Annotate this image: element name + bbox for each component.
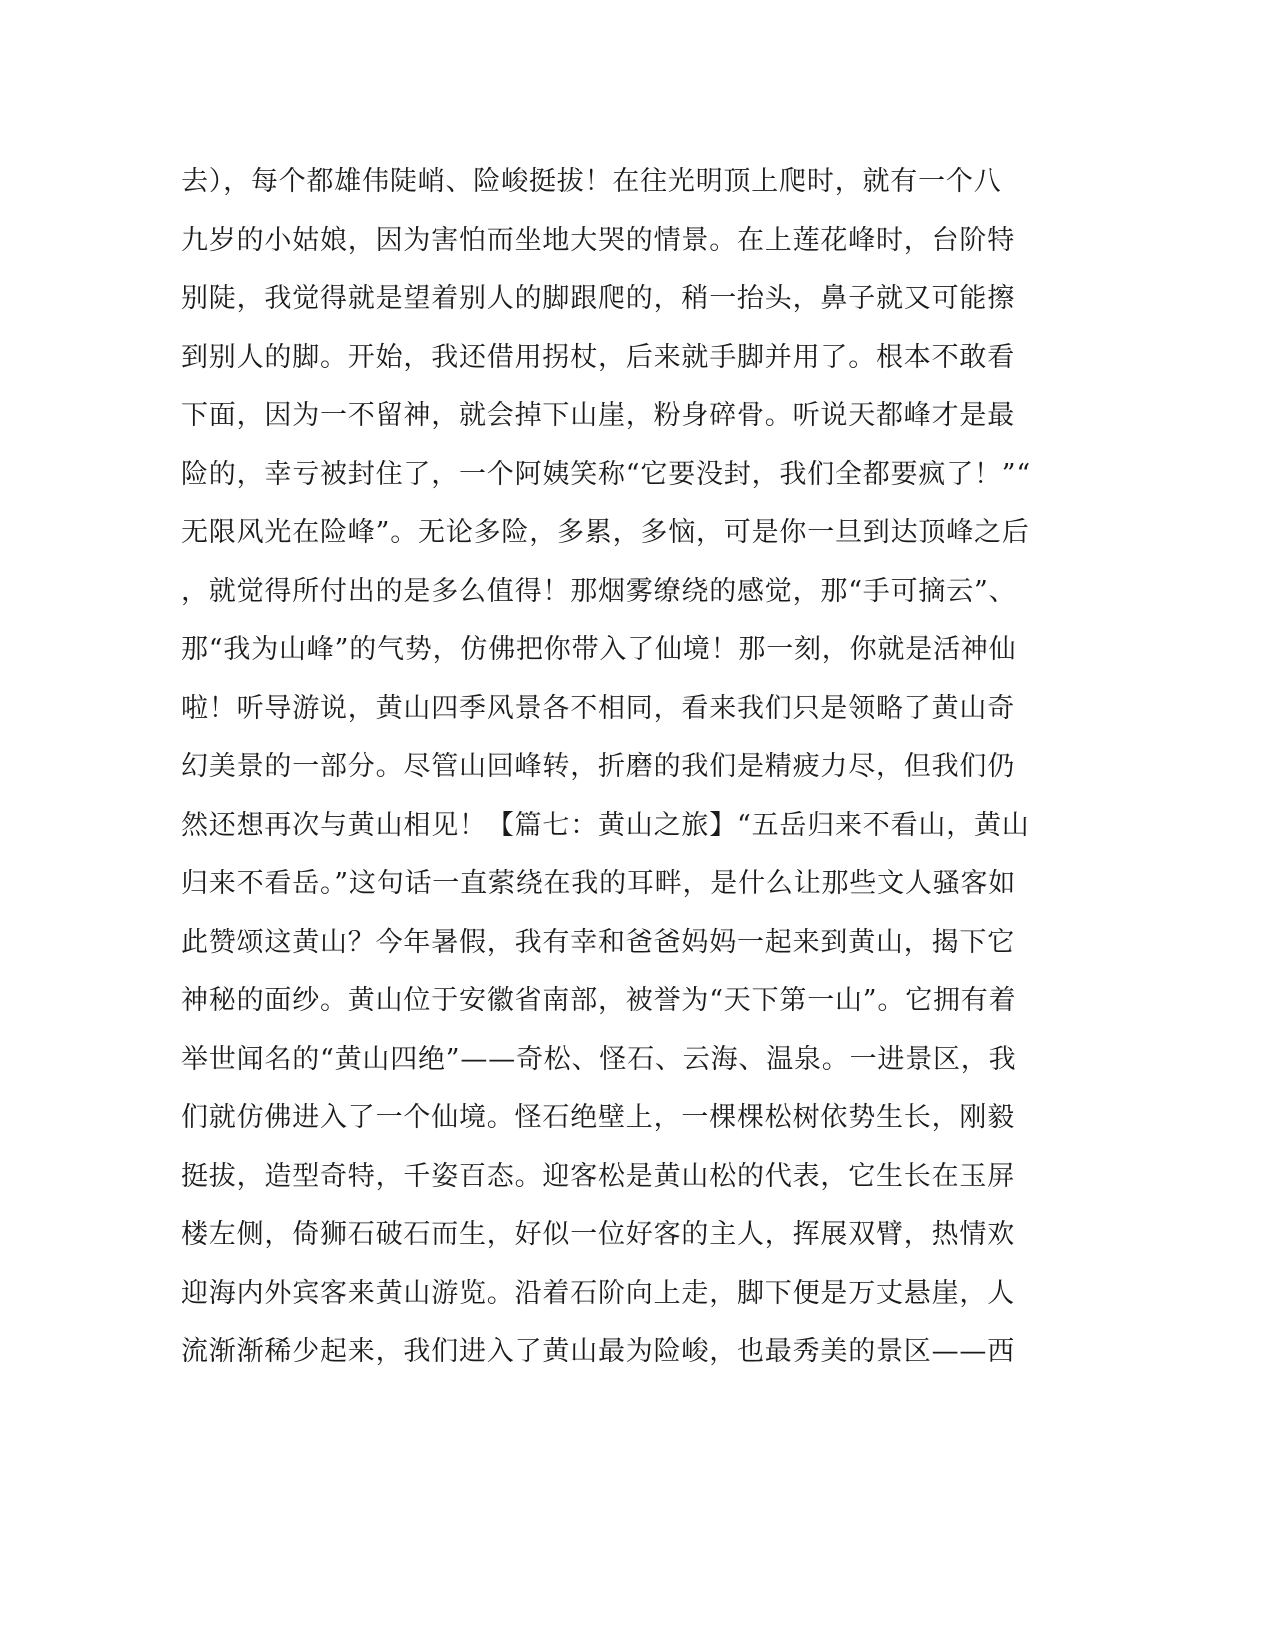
text-line: 归来不看岳。”这句话一直萦绕在我的耳畔，是什么让那些文人骚客如 — [181, 868, 1017, 899]
text-line: 幻美景的一部分。尽管山回峰转，折磨的我们是精疲力尽，但我们仍 — [181, 751, 1015, 782]
text-line: 然还想再次与黄山相见！【篇七：黄山之旅】“五岳归来不看山，黄山 — [181, 809, 1030, 841]
text-line: 举世闻名的“黄山四绝”——奇松、怪石、云海、温泉。一进景区，我 — [181, 1043, 1017, 1075]
text-line: ，就觉得所付出的是多么值得！那烟雾缭绕的感觉，那“手可摘云”、 — [181, 575, 1017, 607]
text-line: 别陡，我觉得就是望着别人的脚跟爬的，稍一抬头，鼻子就又可能擦 — [181, 283, 1015, 314]
text-line: 险的，幸亏被封住了，一个阿姨笑称“它要没封，我们全都要疯了！”“ — [181, 458, 1032, 490]
text-line: 挺拔，造型奇特，千姿百态。迎客松是黄山松的代表，它生长在玉屏 — [181, 1160, 1015, 1192]
text-line: 此赞颂这黄山？今年暑假，我有幸和爸爸妈妈一起来到黄山，揭下它 — [181, 926, 1015, 958]
text-line: 流渐渐稀少起来，我们进入了黄山最为险峻，也最秀美的景区——西 — [181, 1336, 1015, 1367]
text-line: 下面，因为一不留神，就会掉下山崖，粉身碎骨。听说天都峰才是最 — [181, 400, 1015, 431]
text-line: 迎海内外宾客来黄山游览。沿着石阶向上走，脚下便是万丈悬崖，人 — [181, 1277, 1015, 1309]
body-text — [181, 157, 1061, 1386]
text-line: 到别人的脚。开始，我还借用拐杖，后来就手脚并用了。根本不敢看 — [181, 341, 1015, 373]
text-line: 去），每个都雄伟陡峭、险峻挺拔！在往光明顶上爬时，就有一个八 — [181, 166, 1002, 197]
text-line: 神秘的面纱。黄山位于安徽省南部，被誉为“天下第一山”。它拥有着 — [181, 985, 1017, 1016]
text-line: 啦！听导游说，黄山四季风景各不相同，看来我们只是领略了黄山奇 — [181, 692, 1015, 724]
text-line: 们就仿佛进入了一个仙境。怪石绝壁上，一棵棵松树依势生长，刚毅 — [181, 1102, 1015, 1133]
text-line: 那“我为山峰”的气势，仿佛把你带入了仙境！那一刻，你就是活神仙 — [181, 634, 1017, 665]
text-line: 无限风光在险峰”。无论多险，多累，多恼，可是你一旦到达顶峰之后 — [181, 517, 1030, 548]
text-line: 楼左侧，倚狮石破石而生，好似一位好客的主人，挥展双臂，热情欢 — [181, 1219, 1015, 1250]
text-line: 九岁的小姑娘，因为害怕而坐地大哭的情景。在上莲花峰时，台阶特 — [181, 224, 1015, 256]
